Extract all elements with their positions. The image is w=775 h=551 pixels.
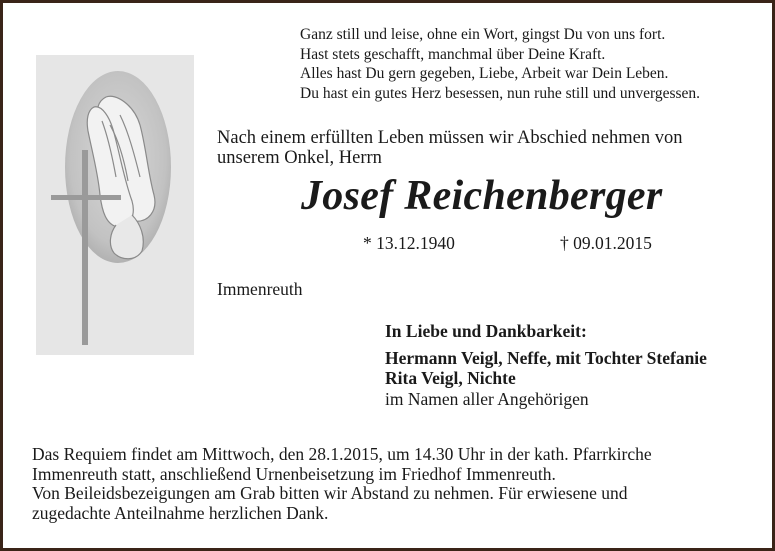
- mourners-heading: In Liebe und Dankbarkeit:: [385, 321, 587, 341]
- death-date: † 09.01.2015: [560, 233, 652, 253]
- poem-line: Hast stets geschafft, manchmal über Deine Kraft.: [300, 45, 606, 63]
- footer-line: Immenreuth statt, anschließend Urnenbeisetzung im Friedhof Immenreuth.: [32, 463, 556, 484]
- mourner-line: Rita Veigl, Nichte: [385, 368, 516, 388]
- intro-text: [217, 129, 682, 168]
- mourner-line: Hermann Veigl, Neffe, mit Tochter Stefanie: [385, 347, 707, 368]
- intro-line: unserem Onkel, Herrn: [217, 147, 382, 168]
- deceased-name: Josef Reichenberger: [301, 173, 663, 219]
- praying-hands-emblem: [36, 55, 194, 355]
- poem-line: Du hast ein gutes Herz besessen, nun ruhe still und unvergessen.: [300, 84, 701, 102]
- birth-date: * 13.12.1940: [363, 233, 455, 253]
- footer-line: Von Beileidsbezeigungen am Grab bitten wir Abstand zu nehmen. Für erwiesene und: [32, 483, 628, 503]
- residence-place: Immenreuth: [217, 279, 303, 299]
- poem-line: Ganz still und leise, ohne ein Wort, gingst Du von uns fort.: [300, 26, 666, 43]
- footer-line: Das Requiem findet am Mittwoch, den 28.1.2015, um 14.30 Uhr in der kath. Pfarrkirche: [32, 444, 652, 464]
- poem-line: Alles hast Du gern gegeben, Liebe, Arbeit war Dein Leben.: [300, 65, 669, 82]
- poem: [300, 25, 700, 103]
- footer-notice: [32, 445, 652, 523]
- footer-line: zugedachte Anteilnahme herzlichen Dank.: [32, 502, 329, 523]
- emblem-graphic: [36, 55, 194, 355]
- mourner-line: im Namen aller Angehörigen: [385, 388, 589, 409]
- mourners-block: [385, 321, 707, 409]
- intro-line: Nach einem erfüllten Leben müssen wir Abschied nehmen von: [217, 128, 683, 148]
